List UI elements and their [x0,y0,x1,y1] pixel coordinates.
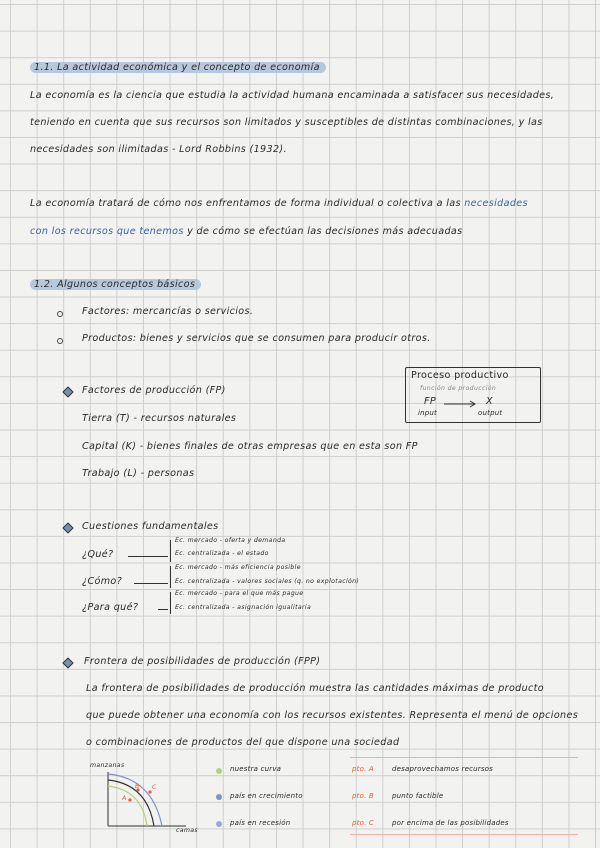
bullet-icon [57,338,63,344]
proceso-input: input [418,409,438,417]
definition-line-2: teniendo en cuenta que sus recursos son limitados y susceptibles de distintas combinaciones, y las [30,117,543,128]
factor-tierra: Tierra (T) - recursos naturales [82,413,237,424]
legend-dot-green-icon [216,768,222,774]
connector-line [158,609,168,610]
diamond-bullet-icon [62,386,73,397]
proceso-title: Proceso productivo [411,370,509,381]
bullet-factores: Factores: mercancías o servicios. [82,306,254,317]
question-como: ¿Cómo? [82,576,123,587]
answer-para-mercado: Ec. mercado - para el que más pague [175,590,304,597]
graph-label-b: B [135,783,140,790]
diamond-bullet-icon [62,657,73,668]
pto-b-label: pto. B [352,792,374,800]
paragraph-2-line-2: con los recursos que tenemos y de cómo se efectúan las decisiones más adecuadas [30,226,463,237]
pto-c-desc: por encima de las posibilidades [392,819,509,827]
connector-line [128,556,168,557]
definition-line-1: La economía es la ciencia que estudia la actividad humana encaminada a satisfacer sus necesidades, [30,90,555,101]
brace-line [170,540,171,562]
fpp-line-3: o combinaciones de productos del que dispone una sociedad [86,737,400,748]
fpp-graph [92,768,192,834]
brace-line [170,566,171,588]
arrow-right-icon [444,400,478,408]
fpp-line-1: La frontera de posibilidades de producción muestra las cantidades máximas de producto [86,683,545,694]
legend-dot-blue-icon [216,794,222,800]
highlight-resources: con los recursos que tenemos [30,226,184,237]
definition-line-3: necesidades son ilimitadas - Lord Robbins (1932). [30,144,287,155]
highlight-needs: necesidades [464,198,528,209]
graph-label-c: C [152,784,157,791]
answer-como-mercado: Ec. mercado - más eficiencia posible [175,564,301,571]
section-2-heading: 1.2. Algunos conceptos básicos [30,279,201,290]
pto-b-desc: punto factible [392,792,444,800]
legend-crecimiento: país en crecimiento [230,792,303,800]
fpp-line-2: que puede obtener una economía con los recursos existentes. Representa el menú de opciones [86,710,579,721]
factor-capital: Capital (K) - bienes finales de otras empresas que en esta son FP [82,441,418,452]
answer-que-mercado: Ec. mercado - oferta y demanda [175,537,286,544]
proceso-productivo-box [405,367,541,423]
question-que: ¿Qué? [82,549,114,560]
legend-recesion: país en recesión [230,819,291,827]
bullet-icon [57,311,63,317]
answer-para-centralizada: Ec. centralizada - asignación igualitaria [175,604,312,611]
pto-c-label: pto. C [352,819,375,827]
fpp-curve-recession [108,786,147,826]
graph-ylabel: manzanas [90,762,125,769]
cuestiones-title: Cuestiones fundamentales [82,521,219,532]
bullet-productos: Productos: bienes y servicios que se consumen para producir otros. [82,333,431,344]
fpp-title: Frontera de posibilidades de producción (FPP) [84,656,321,667]
graph-label-a: A [122,795,127,802]
factores-title: Factores de producción (FP) [82,385,226,396]
connector-line [134,583,168,584]
proceso-x: X [486,396,493,407]
question-para-que: ¿Para qué? [82,602,139,613]
point-a [128,798,131,801]
legend-dot-lilac-icon [216,821,222,827]
divider-bottom [350,834,578,835]
answer-que-centralizada: Ec. centralizada - el estado [175,550,269,557]
section-1-heading: 1.1. La actividad económica y el concepto de economía [30,62,326,73]
legend-nuestra-curva: nuestra curva [230,765,282,773]
brace-line [170,592,171,614]
divider-top [350,757,578,758]
factor-trabajo: Trabajo (L) - personas [82,468,195,479]
graph-xlabel: camas [176,827,198,834]
proceso-fp: FP [424,396,437,407]
proceso-output: output [478,409,503,417]
pto-a-desc: desaprovechamos recursos [392,765,494,773]
paragraph-2-line-1: La economía tratará de cómo nos enfrentamos de forma individual o colectiva a las necesidades [30,198,528,209]
proceso-note: función de producción [420,385,497,392]
diamond-bullet-icon [62,522,73,533]
answer-como-centralizada: Ec. centralizada - valores sociales (q. no explotación) [175,578,360,585]
pto-a-label: pto. A [352,765,374,773]
